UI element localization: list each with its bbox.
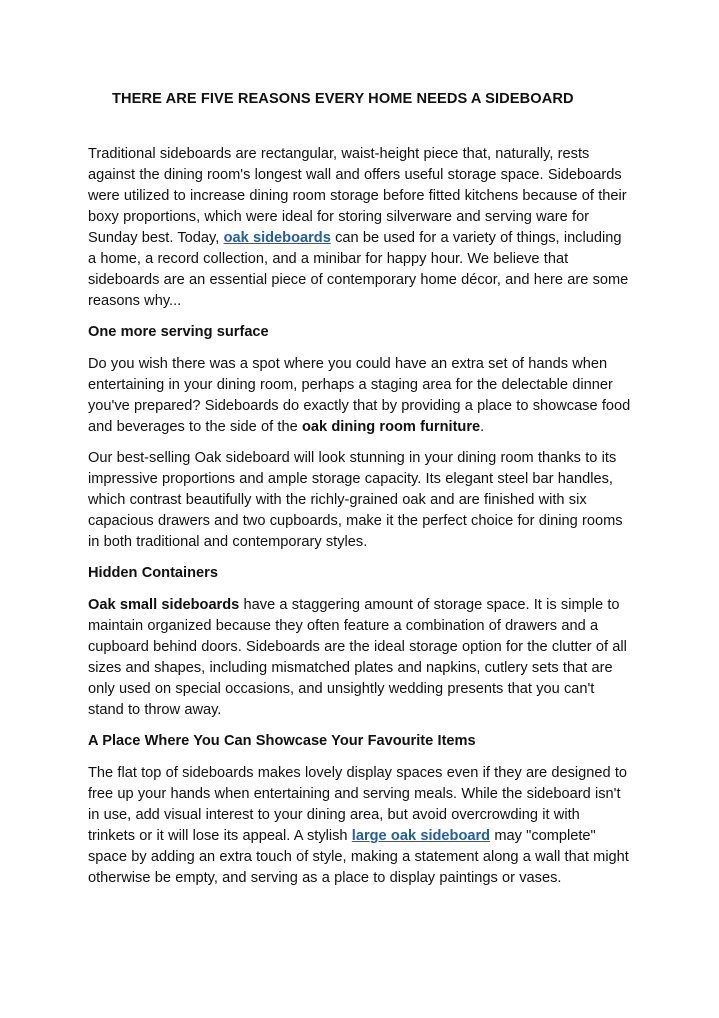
oak-dining-room-furniture-bold: oak dining room furniture [301, 419, 481, 435]
section-heading-showcase: A Place Where You Can Showcase Your Favourite Items [88, 733, 476, 749]
intro-text-2: can be used for a variety of things, including a home, a record collection, and a minibar for happy hour. We believe that sideboards are an essential piece of contemporary home décor, and here are some reasons why... [88, 230, 629, 309]
oak-sideboards-link[interactable]: oak sideboards [223, 230, 331, 246]
hidden-containers-text: have a staggering amount of storage space. It is simple to maintain organized because they often feature a combination of drawers and a cupboard behind doors. Sideboards are the ideal storage option for the clutter of all sizes and shapes, including mismatched plates and napkins, cutlery sets that are only used on special occasions, and unsightly wedding presents that you can't stand to throw away. [88, 597, 627, 718]
serving-surface-paragraph-2: Our best-selling Oak sideboard will look stunning in your dining room thanks to its impressive proportions and ample storage capacity. Its elegant steel bar handles, which contrast beautifully with the richly-grained oak and are finished with six capacious drawers and two cupboards, make it the perfect choice for dining rooms in both traditional and contemporary styles. [88, 450, 623, 550]
showcase-text-1: The flat top of sideboards makes lovely display spaces even if they are designed to free up your hands when entertaining and serving meals. While the sideboard isn't in use, add visual interest to your dining area, but avoid overcrowding it with trinkets or it will lose its appeal. A stylish [88, 765, 628, 844]
hidden-containers-paragraph [88, 595, 631, 721]
document-title: THERE ARE FIVE REASONS EVERY HOME NEEDS A SIDEBOARD [112, 91, 574, 107]
oak-small-sideboards-bold: Oak small sideboards [88, 597, 240, 613]
intro-paragraph [88, 144, 631, 312]
large-oak-sideboard-link[interactable]: large oak sideboard [351, 828, 491, 844]
serving-surface-paragraph-1 [88, 354, 631, 438]
section-heading-serving-surface: One more serving surface [88, 324, 269, 340]
serving-surface-text-1: Do you wish there was a spot where you could have an extra set of hands when entertaining in your dining room, perhaps a staging area for the delectable dinner you've prepared? Sideboards do exactly that by providing a place to showcase food and beverages to the side of the [88, 356, 631, 435]
intro-text-1: Traditional sideboards are rectangular, waist-height piece that, naturally, rests against the dining room's longest wall and offers useful storage space. Sideboards were utilized to increase dining room storage before fitted kitchens because of their boxy proportions, which were ideal for storing silverware and serving ware for Sunday best. Today, [88, 146, 627, 246]
serving-surface-text-2: . [480, 419, 485, 435]
showcase-text-2: may "complete" space by adding an extra touch of style, making a statement along a wall that might otherwise be empty, and serving as a place to display paintings or vases. [88, 828, 629, 886]
showcase-paragraph [88, 763, 631, 889]
section-heading-hidden-containers: Hidden Containers [88, 565, 218, 581]
